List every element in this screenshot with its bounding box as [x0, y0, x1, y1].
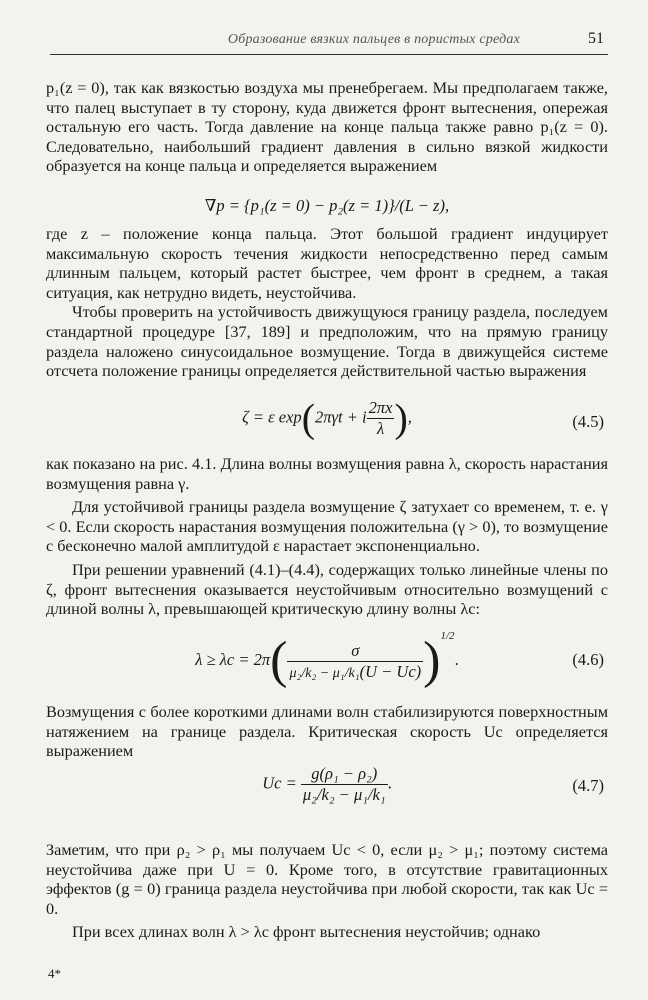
running-title: Образование вязких пальцев в пористых средах [227, 32, 520, 47]
signature-mark: 4* [48, 966, 61, 981]
text-block-2 [46, 224, 608, 381]
paragraph-7: Возмущения с более короткими длинами волн стабилизируются поверхностным натяжением на границе раздела. Критическая скорость Uc определяется выражением [46, 702, 608, 761]
eq45-number: (4.5) [572, 412, 604, 431]
eq45-inner: 2πγt + i [315, 407, 367, 427]
page-header [50, 30, 608, 55]
eq46-exponent: 1/2 [440, 630, 455, 642]
eq45-tail: , [407, 407, 412, 427]
paragraph-6: При решении уравнений (4.1)–(4.4), содержащих только линейные члены по ζ, фронт вытеснения оказывается неустойчивым относительно возмущений с длиной волны λ, превышающей критическую длину волны λc: [46, 559, 608, 619]
eq46-den-b: (U − Uc) [359, 661, 422, 681]
eq45-lhs: ζ = ε exp [242, 407, 302, 427]
eq46-den-a: μ₂/k₂ − μ₁/k₁ [289, 665, 360, 681]
eq46-lhs: λ ≥ λc = 2π [195, 650, 271, 669]
paragraph-3: Чтобы проверить на устойчивость движущуюся границу раздела, последуем стандартной процедуре [37, 189] и предположим, что на прямую границу раздела наложено синусоидальное возмущение. Тогда в движущейся системе отсчета положение границы определяется действительной частью выражения [46, 302, 608, 381]
eq46-fraction [287, 641, 423, 682]
eq47-lhs: Uc = [262, 773, 297, 793]
eq45-open-paren: ( [301, 395, 316, 441]
eq46-open-paren: ( [270, 632, 288, 690]
eq47-denominator: μ₂/k₂ − μ₁/k₁ [302, 785, 386, 804]
eq47-numerator: g(ρ₁ − ρ₂) [311, 764, 378, 783]
eq45-fraction [367, 398, 395, 439]
equation-gradient-text: ∇p = {p₁(z = 0) − p₂(z = 1)}/(L − z), [204, 196, 450, 215]
eq47-number: (4.7) [572, 776, 604, 795]
paragraph-5: Для устойчивой границы раздела возмущение ζ затухает со временем, т. е. γ < 0. Если скорость нарастания возмущения положительна (γ > 0), то возмущение с бесконечно малой амплитудой ε нарастает экспоненциально. [46, 497, 608, 556]
eq47-fraction [301, 764, 388, 805]
eq45-numerator: 2πx [368, 398, 393, 417]
paragraph-2: где z – положение конца пальца. Этот большой градиент индуцирует максимальную скорость течения жидкости непосредственно перед самым длинным пальцем, который растет быстрее, чем фронт в среднем, а такая ситуация, как нетрудно видеть, неустойчива. [46, 224, 608, 302]
paragraph-9: При всех длинах волн λ > λc фронт вытеснения неустойчив; однако [72, 922, 541, 942]
paragraph-8: Заметим, что при ρ₂ > ρ₁ мы получаем Uc < 0, если μ₂ > μ₁; поэтому система неустойчива даже при U = 0. Кроме того, в отсутствие гравитационных эффектов (g = 0) граница раздела неустойчива при любой скорости, так как Uc = 0. [46, 840, 608, 918]
text-block-5 [46, 840, 608, 942]
paragraph-1: p₁(z = 0), так как вязкостью воздуха мы пренебрегаем. Мы предполагаем также, что палец выступает в ту сторону, куда движется фронт вытеснения, опережая остальную его часть. Тогда давление на конце пальца также равно p₁(z = 0). Следовательно, наибольший градиент давления в сильно вязкой жидкости образуется на конце пальца и определяется выражением [46, 78, 608, 176]
eq45-close-paren: ) [394, 395, 408, 441]
eq46-close-paren: ) [423, 632, 441, 690]
text-block-4 [46, 702, 608, 761]
text-block-1 [46, 78, 608, 176]
page-number: 51 [588, 30, 604, 47]
text-block-3 [46, 454, 608, 619]
eq46-numerator: σ [351, 640, 360, 660]
equation-pressure-gradient [46, 196, 608, 216]
eq46-number: (4.6) [572, 650, 604, 669]
paragraph-4: как показано на рис. 4.1. Длина волны возмущения равна λ, скорость нарастания возмущения равна γ. [46, 454, 608, 493]
eq45-denominator: λ [367, 418, 395, 439]
equation-4-6: λ ≥ λc = 2π( $\frac{\sigma}{\text{μ₂/k₂ − μ₁/k₁(U − Uc)}}$ )$^{1/2}$. (4.6) [195, 630, 604, 690]
equation-4-5 [46, 395, 608, 448]
equation-4-7: Uc = $\frac{\text{g(ρ₁ − ρ₂)}}{\text{μ₂/k₂ − μ₁/k₁}}$ . (4.7) [262, 764, 604, 804]
eq46-denominator [287, 661, 423, 682]
